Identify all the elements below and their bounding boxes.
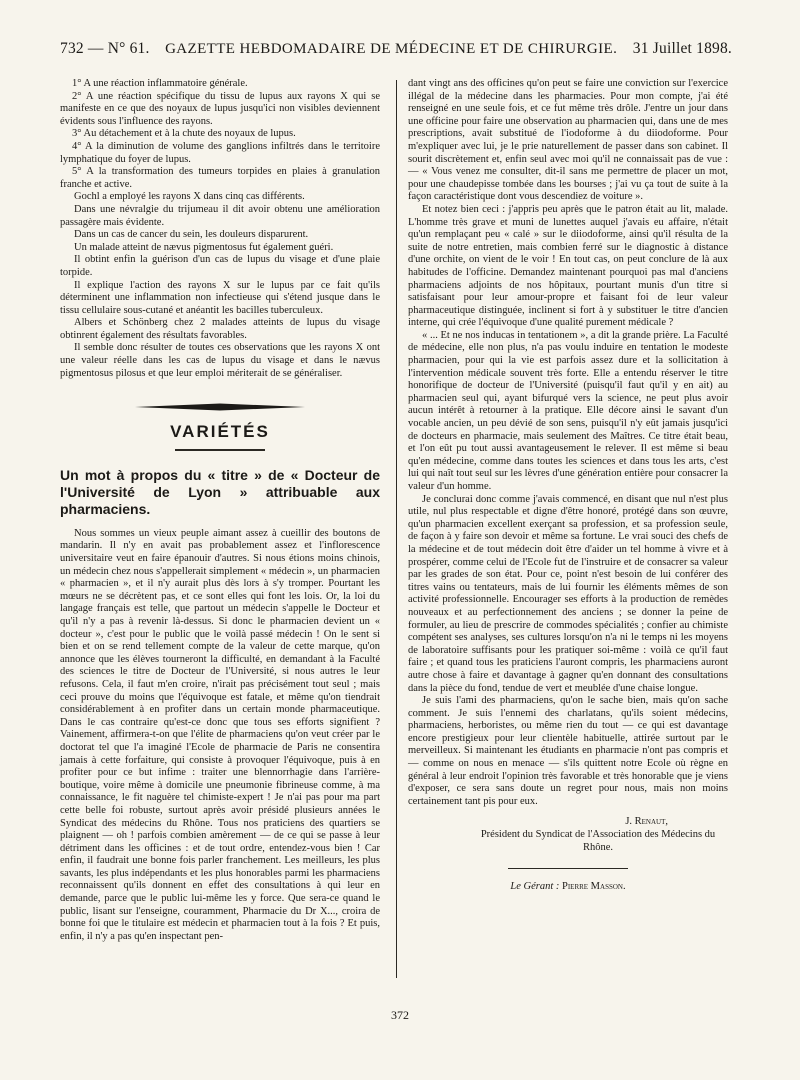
- paragraph: Albers et Schönberg chez 2 malades atteints de lupus du visage obtinrent également des résultats favorables.: [60, 317, 380, 341]
- column-divider: [396, 80, 397, 978]
- paragraph: dant vingt ans des officines qu'on peut se faire une conviction sur l'exercice illégal de la médecine dans les pharmacies. Pour mon compte, j'ai été renseigné en une seule fois, et ce fut même très drôle. J'entre un jour dans une officine pour faire une observation au pharmacien qui, dans une de mes prescriptions, avait substitué de l'iodoforme à du diiodoforme. Pour m'expliquer avec lui, je le prie naturellement de passer dans son cabinet. Il sourit discrètement et, enfin seul avec moi qu'il ne connaissait pas de vue : — « Vous venez me consulter, dit-il sans me permettre de placer un mot, pour une chaudepisse tombée dans les bourses ; j'ai vu ça tout de suite à la façon caractéristique dont vous descendiez de voiture ».: [408, 78, 728, 203]
- signature-role: Président du Syndicat de l'Association des Médecins du Rhône.: [480, 829, 716, 853]
- paragraph: Dans une névralgie du trijumeau il dit avoir obtenu une amélioration passagère mais évidente.: [60, 203, 380, 228]
- paragraph: Je conclurai donc comme j'avais commencé, en disant que nul n'est plus utile, nul plus respectable et digne d'être honoré, protégé dans son œuvre, qu'un pharmacien excellent exerçant sa profession, et sa profession seule, de façon à y faire son devoir et même sa fortune. Le vrai souci des chefs de la médecine et de tout médecin doit être d'aider un tel homme à vivre et à prospérer, comme celui de l'Ecole fut de l'instruire et de consacrer sa valeur par les grades de son état. Pour ce, point n'est besoin de lui conférer des titres vains ou tentateurs, mais de lui fournir les éléments mêmes de son activité professionnelle. Encourager ses efforts à la production de remèdes nouveaux et au perfectionnement des anciens ; se donner la peine de formuler, au lieu de prescrire de commodes spécialités ; confier au chimiste compétent ses analyses, ses cultures lorsqu'on n'a ni le temps ni les moyens de laboratoire suffisants pour les pratiquer soi-même : voilà ce qu'il faut faire ; et quand tous les praticiens l'auront compris, les pharmaciens auront autre chose à faire et davantage à gagner qu'en donnant des consultations dans la pièce du fond, tendue de vert et meublée d'une chaise longue.: [408, 493, 728, 694]
- paragraph: Je suis l'ami des pharmaciens, qu'on le sache bien, mais qu'on sache comment. Je suis l'ennemi des charlatans, qu'ils soient médecins, pharmaciens, herboristes, ou même rien du tout — ce qui est davantage encore prestigieux pour leur clientèle habituelle, attirée surtout par le merveilleux. Si maintenant les étudiants en pharmacie n'ont pas compris et — comme on nous en menace — s'ils quittent notre Ecole où règne en général à leur endroit l'opinion très favorable et très honorable que je viens d'exposer, ce sera sans doute un regret pour nous, mais non moins certainement tant pis pour eux.: [408, 695, 728, 807]
- left-column: [60, 78, 380, 943]
- paragraph: Il semble donc résulter de toutes ces observations que les rayons X ont une valeur réelle dans les cas de lupus du visage et dans le nævus pigmentosus pilosus et que leur emploi mériterait de se généraliser.: [60, 342, 380, 379]
- issue-date: 31 Juillet 1898.: [632, 40, 732, 57]
- paragraph: Dans un cas de cancer du sein, les douleurs disparurent.: [74, 229, 309, 241]
- signature-name: J. Renaut,: [625, 816, 668, 828]
- list-item: 5° A la transformation des tumeurs torpides en plaies à granulation franche et active.: [60, 166, 380, 190]
- paragraph: Un malade atteint de nævus pigmentosus fut également guéri.: [74, 241, 334, 253]
- paragraph: « ... Et ne nos inducas in tentationem », a dit la grande prière. La Faculté de médecine, elle non plus, n'a pas voulu induire en tentation le modeste pharmacien, pour qui la vie est parfois assez dure et la sollicitation à l'intervention médicale souvent très forte. Elle a entendu réserver le titre honorifique de docteur de l'Université (puisqu'il faut qu'il y en ait) au pharmacien seul qui, ayant bifurqué vers la science, ne peut plus avoir aucun intérêt à retourner à la pratique. Elle décore ainsi le savant d'un vocable ancien, un peu dévié de son sens, puisqu'il n'y eût jamais jusqu'ici de docteurs en pharmacie, mais seulement des Maîtres. Ce titre était beau, et l'on eût pu tout aussi avantageusement le relever. Il est même si beau qu'en médecine, comme dans toutes les sciences et dans tous les arts, c'est lui qui naît tout seul sur les lèvres d'une génération entière pour consacrer la valeur d'un homme.: [408, 329, 728, 492]
- page-folio: 732 — N° 61.: [60, 40, 150, 57]
- section-title: VARIÉTÉS: [170, 422, 270, 442]
- list-item: 4° A la diminution de volume des ganglions infiltrés dans le territoire lymphatique du foyer de lupus.: [60, 140, 380, 165]
- ornament-graphic: [135, 402, 305, 412]
- list-item: 1° A une réaction inflammatoire générale.: [72, 78, 248, 89]
- list-item: 2° A une réaction spécifique du tissu de lupus aux rayons X qui se manifeste en ce que des noyaux de lupus jusqu'ici non visibles deviennent évidents sous l'influence des rayons.: [60, 90, 380, 127]
- article-paragraph: Nous sommes un vieux peuple aimant assez à cueillir des boutons de mandarin. Il n'y en avait pas probablement assez et l'inflorescence universitaire veut en faire épanouir d'autres. Si nous étions moins chinois, un médecin chez nous s'appellerait simplement « médecin », un pharmacien « pharmacien », et il n'y aurait plus dès lors à s'y tromper. Pourtant les mœurs ne se décrètent pas, et ce sont elles qui font les lois. Or, la loi du langage français est telle, que partout un médecin s'appelle le Docteur et qu'il n'y a pas à revenir là-dessus. Si donc le pharmacien devient un « docteur », c'est pour le public que le voilà passé médecin ! On le sent si bien et on se rend tellement compte de la valeur de cette marque, qu'on annonce que les élèves tourneront la difficulté, en demandant à la Faculté des sciences le titre de Docteur de l'Université, si nous autres le leur refusons. Cela, il faut m'en croire, n'irait pas précisément tout seul ; mais ceci prouve du moins que l'équivoque est fatale, et même qu'on tiendrait considérablement à en profiter dans un certain monde pharmaceutique. Dans le cas contraire qu'est-ce donc que tous ses efforts signifient ? Vainement, affirmera-t-on que l'élite de pharmaciens qu'on veut créer par le doctorat tel que l'a imaginé l'Ecole de pharmacie de Paris ne consentira jamais à cette forfaiture, qui consiste à provoquer l'équivoque, puis à en profiter pour ce but infime : traiter une blennorrhagie dans l'arrière-boutique, voire même à domicile une pneumonie fibrineuse comme, à ma connaissance, le fit naguère tel chimiste-expert ! Je n'ai pas pour ma part cette belle foi robuste, surtout après avoir présidé plusieurs années le Syndicat des médecins du Rhône. Tous nos praticiens des quartiers se plaignent — oh ! parfois combien amèrement — de ce qui se passe à leur détriment dans les officines : et de tout ordre, entendez-vous bien ! Car enfin, il faudrait une bonne fois parler franchement. Les meilleurs, les plus savants, les plus indépendants et les plus honorables parmi les pharmaciens reconnaissent qu'ils donnent en effet des consultations à qui leur en demande, parce que le public lui-même les y force. Que sera-ce quand le public, lisant sur l'enseigne, couramment, Pharmacie du Dr X..., croira de bonne foi que le titulaire est médecin et pharmacien tout à la fois ? Et puis, enfin, il n'y a pas qu'en inspectant pen-: [60, 527, 380, 942]
- paragraph: Il explique l'action des rayons X sur le lupus par ce fait qu'ils déterminent une inflammation non infectieuse qui s'étend jusque dans le tissu cellulaire sous-cutané et anéantit les bacilles tuberculeux.: [60, 279, 380, 316]
- closing-rule: [508, 868, 628, 869]
- journal-title: GAZETTE HEBDOMADAIRE DE MÉDECINE ET DE CHIRURGIE.: [165, 41, 618, 57]
- gerant-label: Le Gérant :: [510, 881, 560, 893]
- paragraph: Il obtint enfin la guérison d'un cas de lupus du visage et d'une plaie torpide.: [60, 254, 380, 278]
- gerant-name: Pierre Masson.: [562, 881, 626, 893]
- section-underline: [175, 449, 265, 451]
- page-number: 372: [391, 1008, 409, 1022]
- signature-block: [408, 816, 728, 854]
- running-header: [60, 40, 732, 58]
- paragraph: Et notez bien ceci : j'appris peu après que le patron était au lit, malade. L'homme très grave et muni de lunettes auquel j'avais eu affaire, n'était qu'un remplaçant peu « calé » sur le diiodoforme, ainsi qu'il résulta de la suite de notre entretien, mais combien ferré sur le diagnostic à distance d'une orchite, on vient de le voir ! En tout cas, on peut conclure de là aux habitudes de l'officine. Demandez maintenant pourquoi pas mal d'anciens pharmaciens adjoints de nos hôpitaux, pourtant munis d'un titre si satisfaisant pour leur amour-propre et faisant foi de leur valeur pharmaceutique distinguée, inclinent si fort à y substituer le titre d'ancien interne, qui crée l'équivoque d'une qualité purement médicale ?: [408, 203, 728, 329]
- paragraph: Gochl a employé les rayons X dans cinq cas différents.: [74, 191, 305, 203]
- article-title: Un mot à propos du « titre » de « Docteur de l'Université de Lyon » attribuable aux pharmaciens.: [60, 466, 380, 517]
- gerant-line: [408, 881, 728, 894]
- list-item: 3° Au détachement et à la chute des noyaux de lupus.: [72, 128, 296, 140]
- ornamental-rule: [135, 402, 305, 412]
- right-column: [408, 78, 728, 894]
